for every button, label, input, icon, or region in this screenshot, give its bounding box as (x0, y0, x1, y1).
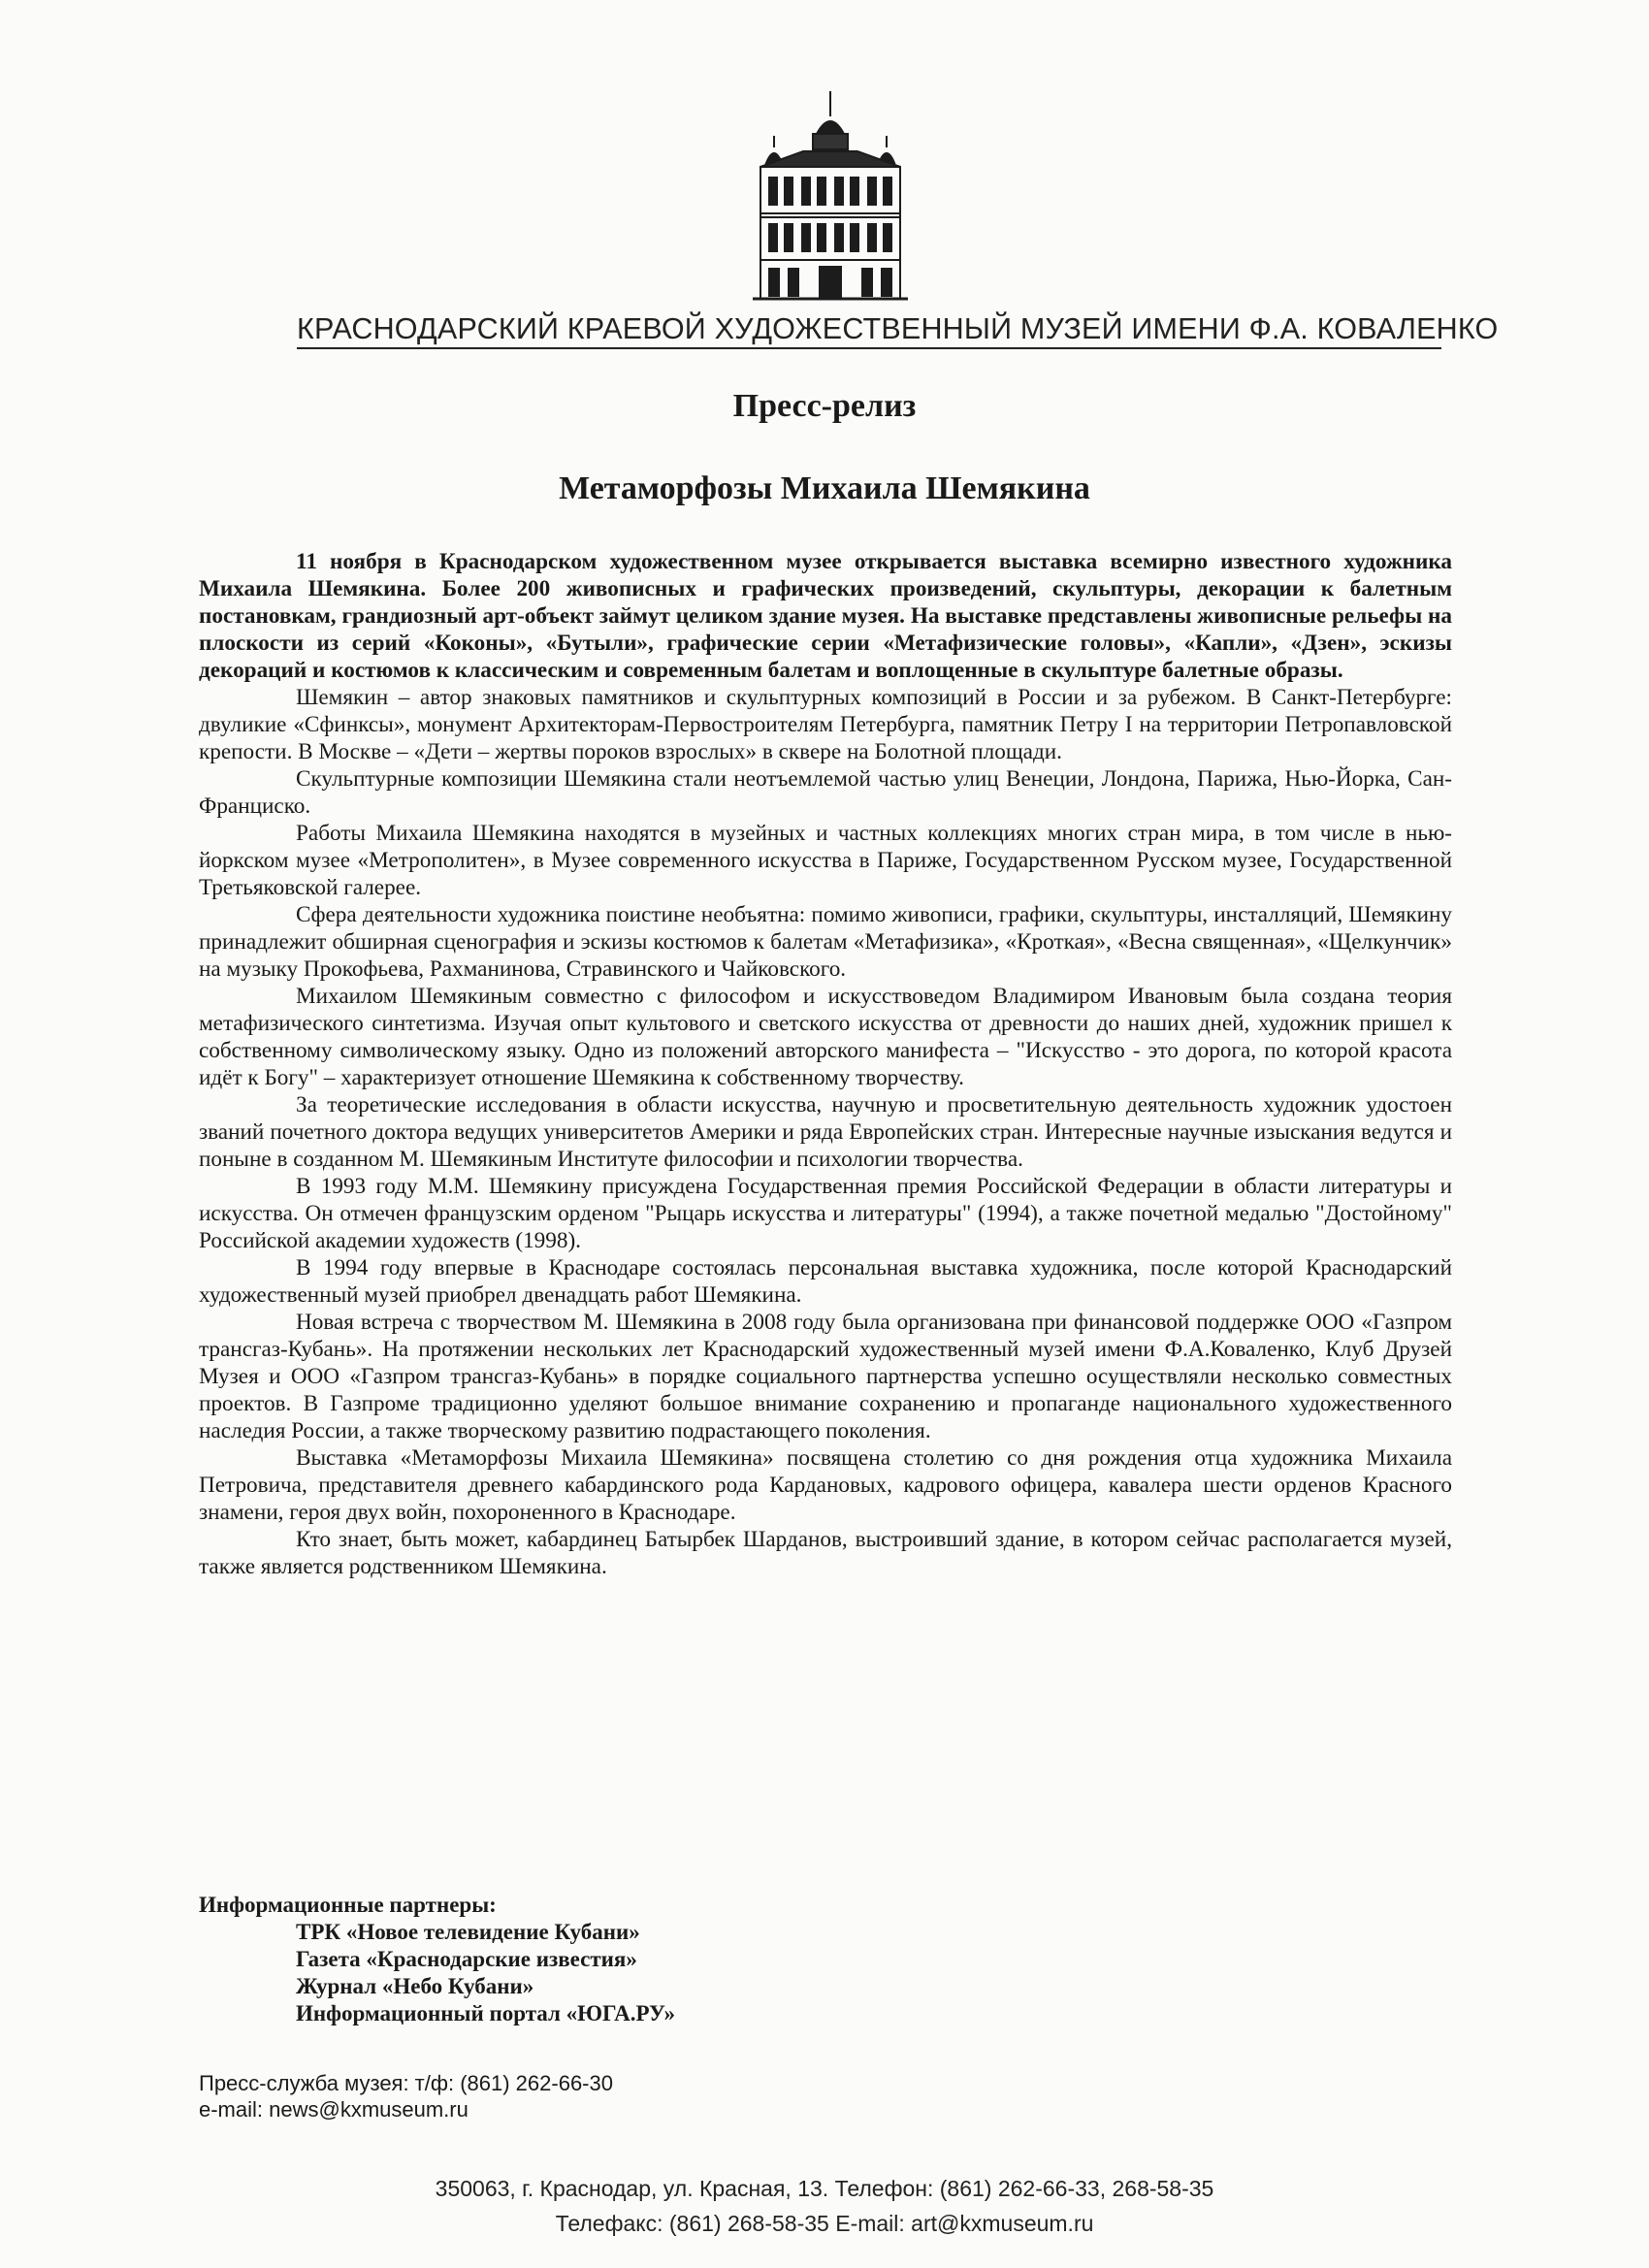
paragraph: За теоретические исследования в области искусства, научную и просветительную деятельность художник удостоен званий почетного доктора ведущих университетов Америки и ряда Европейских стран. Интересные научные изыскания ведутся и поныне в созданном М. Шемякиным Институте философии и психологии творчества. (199, 1092, 1452, 1172)
partner-item: Журнал «Небо Кубани» (296, 1974, 534, 1998)
header-rule (297, 347, 1441, 349)
paragraph: Кто знает, быть может, кабардинец Батырбек Шарданов, выстроивший здание, в котором сейчас располагается музей, также является родственником Шемякина. (199, 1527, 1452, 1579)
press-phone: Пресс-служба музея: т/ф: (861) 262-66-30 (199, 2071, 613, 2095)
letterhead-footer (0, 2171, 1649, 2241)
partners-list (199, 1919, 1072, 2027)
partner-item: Газета «Краснодарские известия» (296, 1947, 637, 1971)
museum-name: КРАСНОДАРСКИЙ КРАЕВОЙ ХУДОЖЕСТВЕННЫЙ МУЗЕЙ ИМЕНИ Ф.А. КОВАЛЕНКО (297, 312, 1499, 345)
partner-item: Информационный портал «ЮГА.РУ» (296, 2001, 675, 2025)
press-email: e-mail: news@kxmuseum.ru (199, 2097, 469, 2122)
footer-fax-email: Телефакс: (861) 268-58-35 E-mail: art@kxmuseum.ru (555, 2211, 1094, 2236)
paragraph: Выставка «Метаморфозы Михаила Шемякина» посвящена столетию со дня рождения отца художника Михаила Петровича, представителя древнего кабардинского рода Кардановых, кадрового офицера, кавалера шести орденов Красного знамени, героя двух войн, похороненного в Краснодаре. (199, 1445, 1452, 1525)
paragraph: Работы Михаила Шемякина находятся в музейных и частных коллекциях многих стран мира, в том числе в нью-йоркском музее «Метрополитен», в Музее современного искусства в Париже, Государственном Русском музее, Государственной Третьяковской галерее. (199, 821, 1452, 900)
press-contacts (199, 2070, 878, 2122)
paragraph: Новая встреча с творчеством М. Шемякина в 2008 году была организована при финансовой поддержке ООО «Газпром трансгаз-Кубань». На протяжении нескольких лет Краснодарский художественный музей имени Ф.А.Коваленко, Клуб Друзей Музея и ООО «Газпром трансгаз-Кубань» в порядке социального партнерства успешно осуществляли несколько совместных проектов. В Газпроме традиционно уделяют большое внимание сохранению и пропаганде национального художественного наследия России, а также творческому развитию подрастающего поколения. (199, 1310, 1452, 1443)
lead-paragraph: 11 ноября в Краснодарском художественном музее открывается выставка всемирно известного художника Михаила Шемякина. Более 200 живописных и графических произведений, скульптуры, декорации к балетным постановкам, грандиозный арт-объект займут целиком здание музея. На выставке представлены живописные рельефы на плоскости из серий «Коконы», «Бутыли», графические серии «Метафизические головы», «Капли», «Дзен», эскизы декораций и костюмов к классическим и современным балетам и воплощенные в скульптуре балетные образы. (199, 549, 1452, 683)
paragraph: В 1994 году впервые в Краснодаре состоялась персональная выставка художника, после которой Краснодарский художественный музей приобрел двенадцать работ Шемякина. (199, 1255, 1452, 1308)
paragraph: Сфера деятельности художника поистине необъятна: помимо живописи, графики, скульптуры, инсталляций, Шемякину принадлежит обширная сценография и эскизы костюмов к балетам «Метафизика», «Кроткая», «Весна священная», «Щелкунчик» на музыку Прокофьева, Рахманинова, Стравинского и Чайковского. (199, 902, 1452, 982)
information-partners (199, 1892, 1072, 2027)
press-release-body (199, 548, 1452, 1580)
document-title: Метаморфозы Михаила Шемякина (559, 470, 1090, 506)
museum-building-logo (753, 87, 908, 306)
footer-address: 350063, г. Краснодар, ул. Красная, 13. Телефон: (861) 262-66-33, 268-58-35 (435, 2176, 1214, 2201)
document-type: Пресс-релиз (732, 388, 917, 424)
partner-item: ТРК «Новое телевидение Кубани» (296, 1920, 640, 1944)
paragraph: Михаилом Шемякиным совместно с философом и искусствоведом Владимиром Ивановым была создана теория метафизического синтетизма. Изучая опыт культового и светского искусства от древности до наших дней, художник пришел к собственному символическому языку. Одно из положений авторского манифеста – "Искусство - это дорога, по которой красота идёт к Богу" – характеризует отношение Шемякина к собственному творчеству. (199, 984, 1452, 1090)
paragraph: Скульптурные композиции Шемякина стали неотъемлемой частью улиц Венеции, Лондона, Парижа, Нью-Йорка, Сан-Франциско. (199, 766, 1452, 819)
paragraph: Шемякин – автор знаковых памятников и скульптурных композиций в России и за рубежом. В Санкт-Петербурге: двуликие «Сфинксы», монумент Архитекторам-Первостроителям Петербурга, памятник Петру I на территории Петропавловской крепости. В Москве – «Дети – жертвы пороков взрослых» в сквере на Болотной площади. (199, 685, 1452, 764)
paragraph: В 1993 году М.М. Шемякину присуждена Государственная премия Российской Федерации в области литературы и искусства. Он отмечен французским орденом "Рыцарь искусства и литературы" (1994), а также почетной медалью "Достойному" Российской академии художеств (1998). (199, 1174, 1452, 1253)
partners-heading: Информационные партнеры: (199, 1893, 497, 1917)
